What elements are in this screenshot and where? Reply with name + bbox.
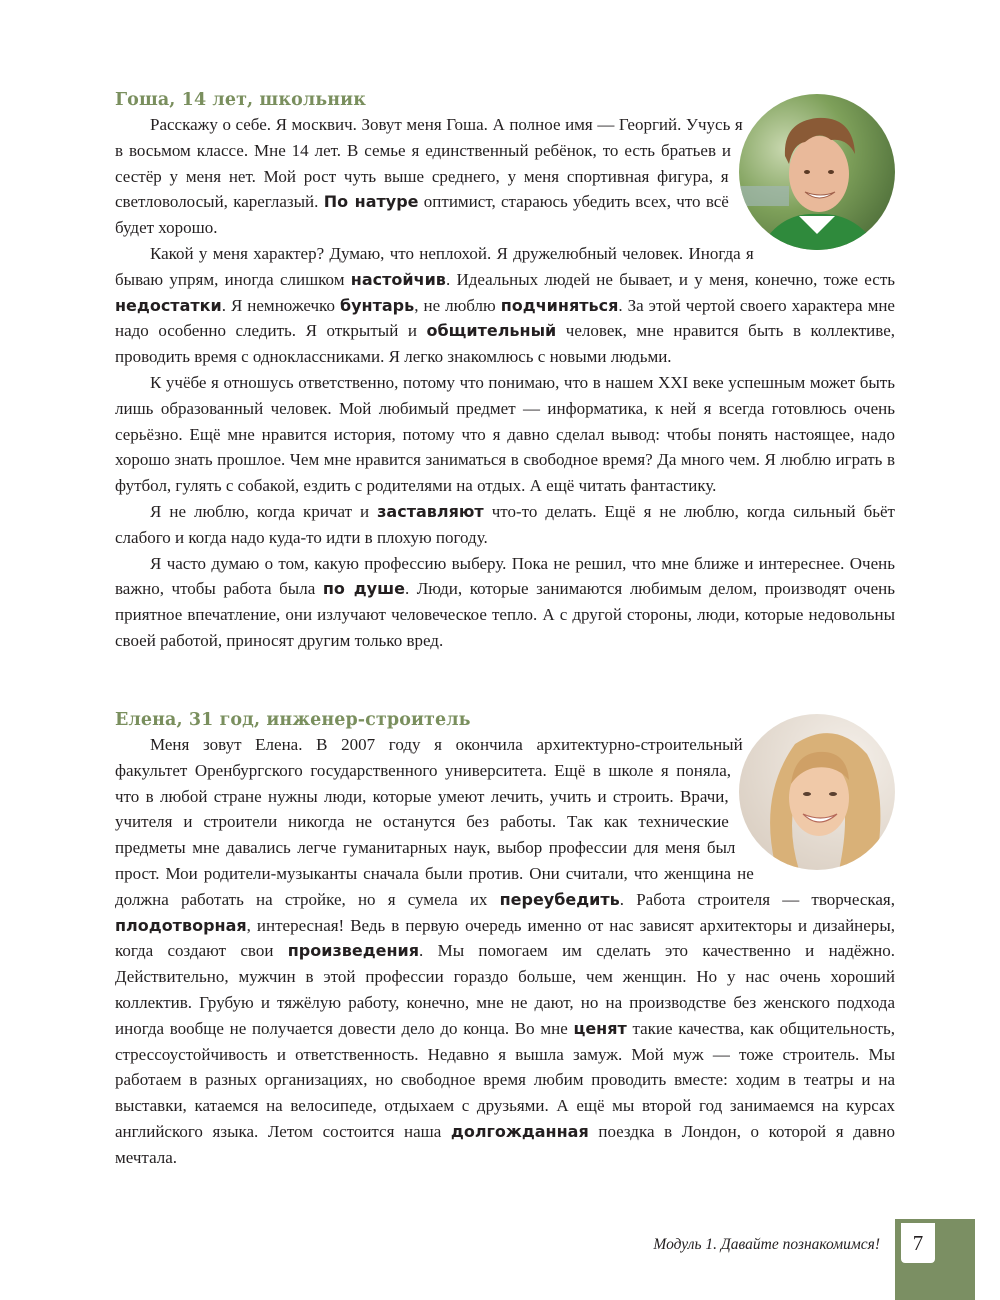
gosha-paragraph-5: Я часто думаю о том, какую профессию выберу. Пока не решил, что мне ближе и интереснее. Очень важно, чтобы работа была по душе. Люди, которые занимаются любимым делом, производят очень приятное впечатление, они излучают человеческое тепло. А с другой стороны, люди, которые недовольны своей работой, приносят другим только вред. bbox=[115, 553, 895, 650]
gosha-paragraph-3: К учёбе я отношусь ответственно, потому что понимаю, что в нашем XXI веке успешным может быть лишь образованный человек. Мой любимый предмет — информатика, к ней я всегда готовлюсь очень серьёзно. Ещё мне нравится история, потому что я давно сделал вывод: чтобы понять настоящее, надо хорошо знать прошлое. Чем мне нравится заниматься в свободное время? Да много чем. Я люблю играть в футбол, гулять с собакой, ездить с родителями на отдых. А ещё читать фантастику. bbox=[115, 372, 895, 496]
elena-photo bbox=[739, 714, 895, 870]
page-number: 7 bbox=[901, 1223, 935, 1263]
gosha-photo bbox=[739, 94, 895, 250]
gosha-section bbox=[115, 88, 895, 654]
elena-heading: Елена, 31 год, инженер-строитель bbox=[115, 710, 471, 730]
gosha-paragraph-2: Какой у меня характер? Думаю, что неплохой. Я дружелюбный человек. Иногда я бываю упрям, иногда слишком настойчив. Идеальных людей не бывает, и у меня, конечно, тоже есть недостатки. Я немножечко бунтарь, не люблю подчиняться. За этой чертой своего характера мне надо особенно следить. Я открытый и общительный человек, мне нравится быть в коллективе, проводить время с одноклассниками. Я легко знакомлюсь с новыми людьми. bbox=[115, 243, 896, 367]
gosha-heading: Гоша, 14 лет, школьник bbox=[115, 90, 366, 110]
elena-section bbox=[115, 708, 895, 1171]
gosha-paragraph-1: Расскажу о себе. Я москвич. Зовут меня Гоша. А полное имя — Георгий. Учусь я в восьмом классе. Мне 14 лет. В семье я единственный ребёнок, то есть братьев и сестёр у меня нет. Мой рост чуть выше среднего, у меня спортивная фигура, я светловолосый, кареглазый. По натуре оптимист, стараюсь убедить всех, что всё будет хорошо. bbox=[115, 115, 743, 238]
elena-paragraph-1: Меня зовут Елена. В 2007 году я окончила архитектурно-строительный факультет Оренбургского государственного университета. Ещё в школе я поняла, что в любой стране нужны люди, которые умеют лечить, учить и строить. Врачи, учителя и строители никогда не останутся без работы. Так как технические предметы мне давались легче гуманитарных наук, выбор профессии для меня был прост. Мои родители-музыканты сначала были против. Они считали, что женщина не должна работать на стройке, но я сумела их переубедить. Работа строителя — творческая, плодотворная, интересная! Ведь в первую очередь именно от нас зависят архитекторы и дизайнеры, когда создают свои произведения. Мы помогаем им сделать это качественно и надёжно. Действительно, мужчин в этой профессии гораздо больше, чем женщин. Но у нас очень хороший коллектив. Грубую и тяжёлую работу, конечно, мне не дают, но на производстве без женского подхода иногда вообще не получается довести дело до конца. Во мне ценят такие качества, как общительность, стрессоустойчивость и ответственность. Недавно я вышла замуж. Мой муж — тоже строитель. Мы работаем в разных организациях, но свободное время любим проводить вместе: ходим в театры и на выставки, катаемся на велосипеде, отдыхаем с друзьями. А ещё мы второй год занимаемся на курсах английского языка. Летом состоится наша долгожданная поездка в Лондон, о которой я давно мечтала. bbox=[115, 735, 895, 1167]
footer-module-title: Модуль 1. Давайте познакомимся! bbox=[653, 1236, 880, 1253]
gosha-paragraph-4: Я не люблю, когда кричат и заставляют что-то делать. Ещё я не люблю, когда сильный бьёт слабого и когда надо куда-то идти в плохую погоду. bbox=[115, 501, 895, 547]
